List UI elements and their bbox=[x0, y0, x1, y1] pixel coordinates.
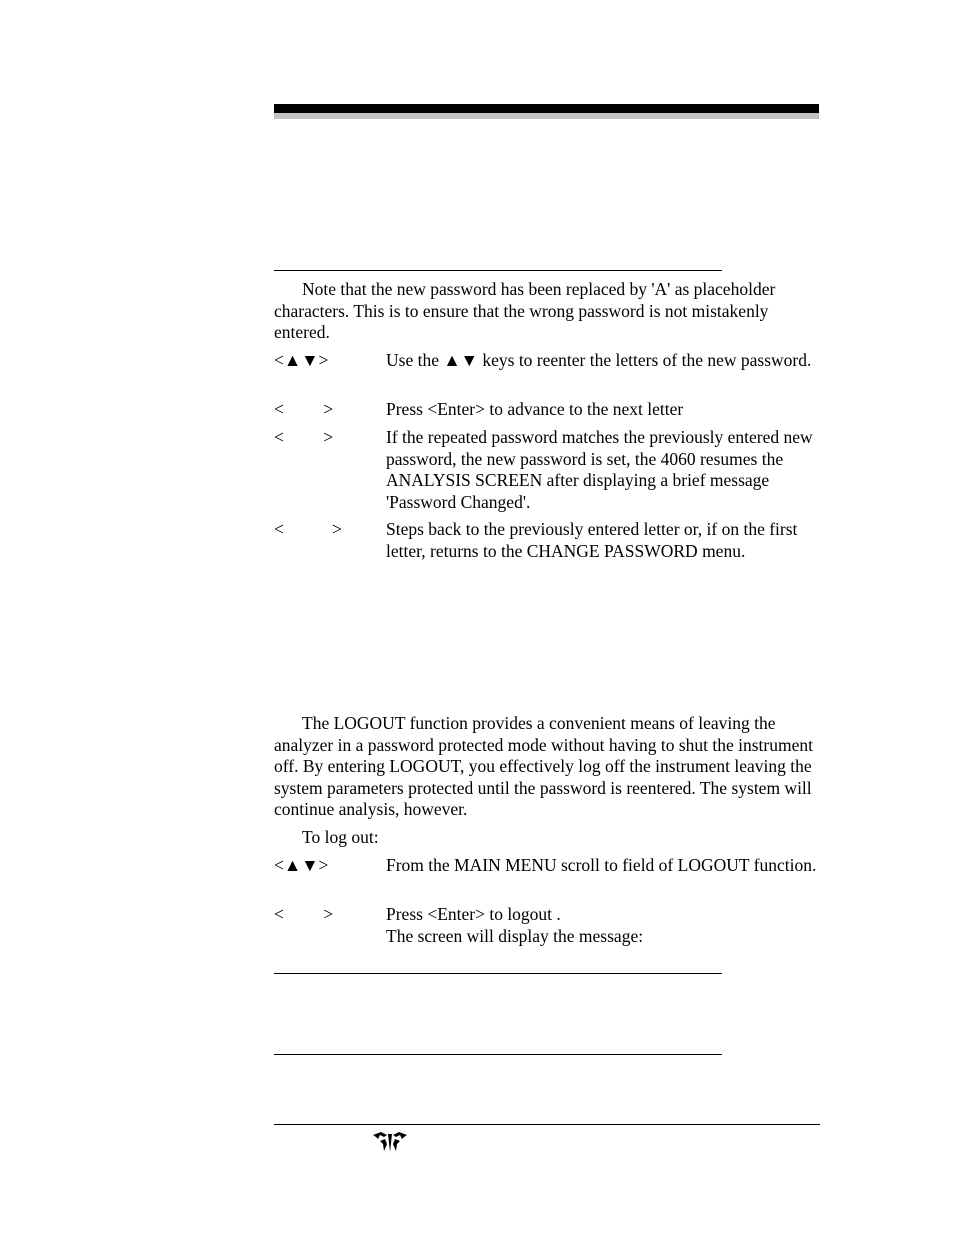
footer-rule bbox=[274, 1124, 820, 1125]
escape-key-label: < > bbox=[274, 519, 342, 539]
teledyne-logo-icon bbox=[371, 1131, 409, 1153]
logout-intro-paragraph: The LOGOUT function provides a convenient means of leaving the analyzer in a password protected mode without having to shut the instrument off. By entering LOGOUT, you effectively log off the instrument leaving the system parameters protected until the password is reentered. The system will continue analysis, however. bbox=[274, 713, 813, 819]
up-down-keys-label: <▲▼> bbox=[274, 350, 329, 370]
enter-key-label: < > bbox=[274, 904, 334, 924]
header-bar-shadow bbox=[274, 113, 819, 119]
display-box-rule-top bbox=[274, 973, 722, 974]
display-box-rule-bottom bbox=[274, 1054, 722, 1055]
step-press-enter-logout: Press <Enter> to logout . bbox=[386, 904, 561, 924]
step-back-letter: Steps back to the previously entered letter or, if on the first letter, returns to the CHANGE PASSWORD menu. bbox=[386, 519, 798, 561]
step-password-set: If the repeated password matches the previously entered new password, the new password is set, the 4060 resumes the ANALYSIS SCREEN after displaying a brief message 'Password Changed'. bbox=[386, 427, 813, 512]
display-box-rule-top bbox=[274, 270, 722, 271]
up-down-keys-label: <▲▼> bbox=[274, 855, 329, 875]
step-scroll-logout: From the MAIN MENU scroll to field of LOGOUT function. bbox=[386, 855, 817, 875]
step-reenter-letters: Use the ▲▼ keys to reenter the letters of the new password. bbox=[386, 350, 812, 370]
to-log-out-label: To log out: bbox=[302, 827, 379, 847]
enter-key-label: < > bbox=[274, 427, 334, 447]
header-bar bbox=[274, 104, 819, 113]
enter-key-label: < > bbox=[274, 399, 334, 419]
screen-message-note: The screen will display the message: bbox=[386, 926, 644, 946]
step-advance-letter: Press <Enter> to advance to the next letter bbox=[386, 399, 684, 419]
note-paragraph: Note that the new password has been replaced by 'A' as placeholder characters. This is to ensure that the wrong password is not mistakenly entered. bbox=[274, 279, 776, 342]
